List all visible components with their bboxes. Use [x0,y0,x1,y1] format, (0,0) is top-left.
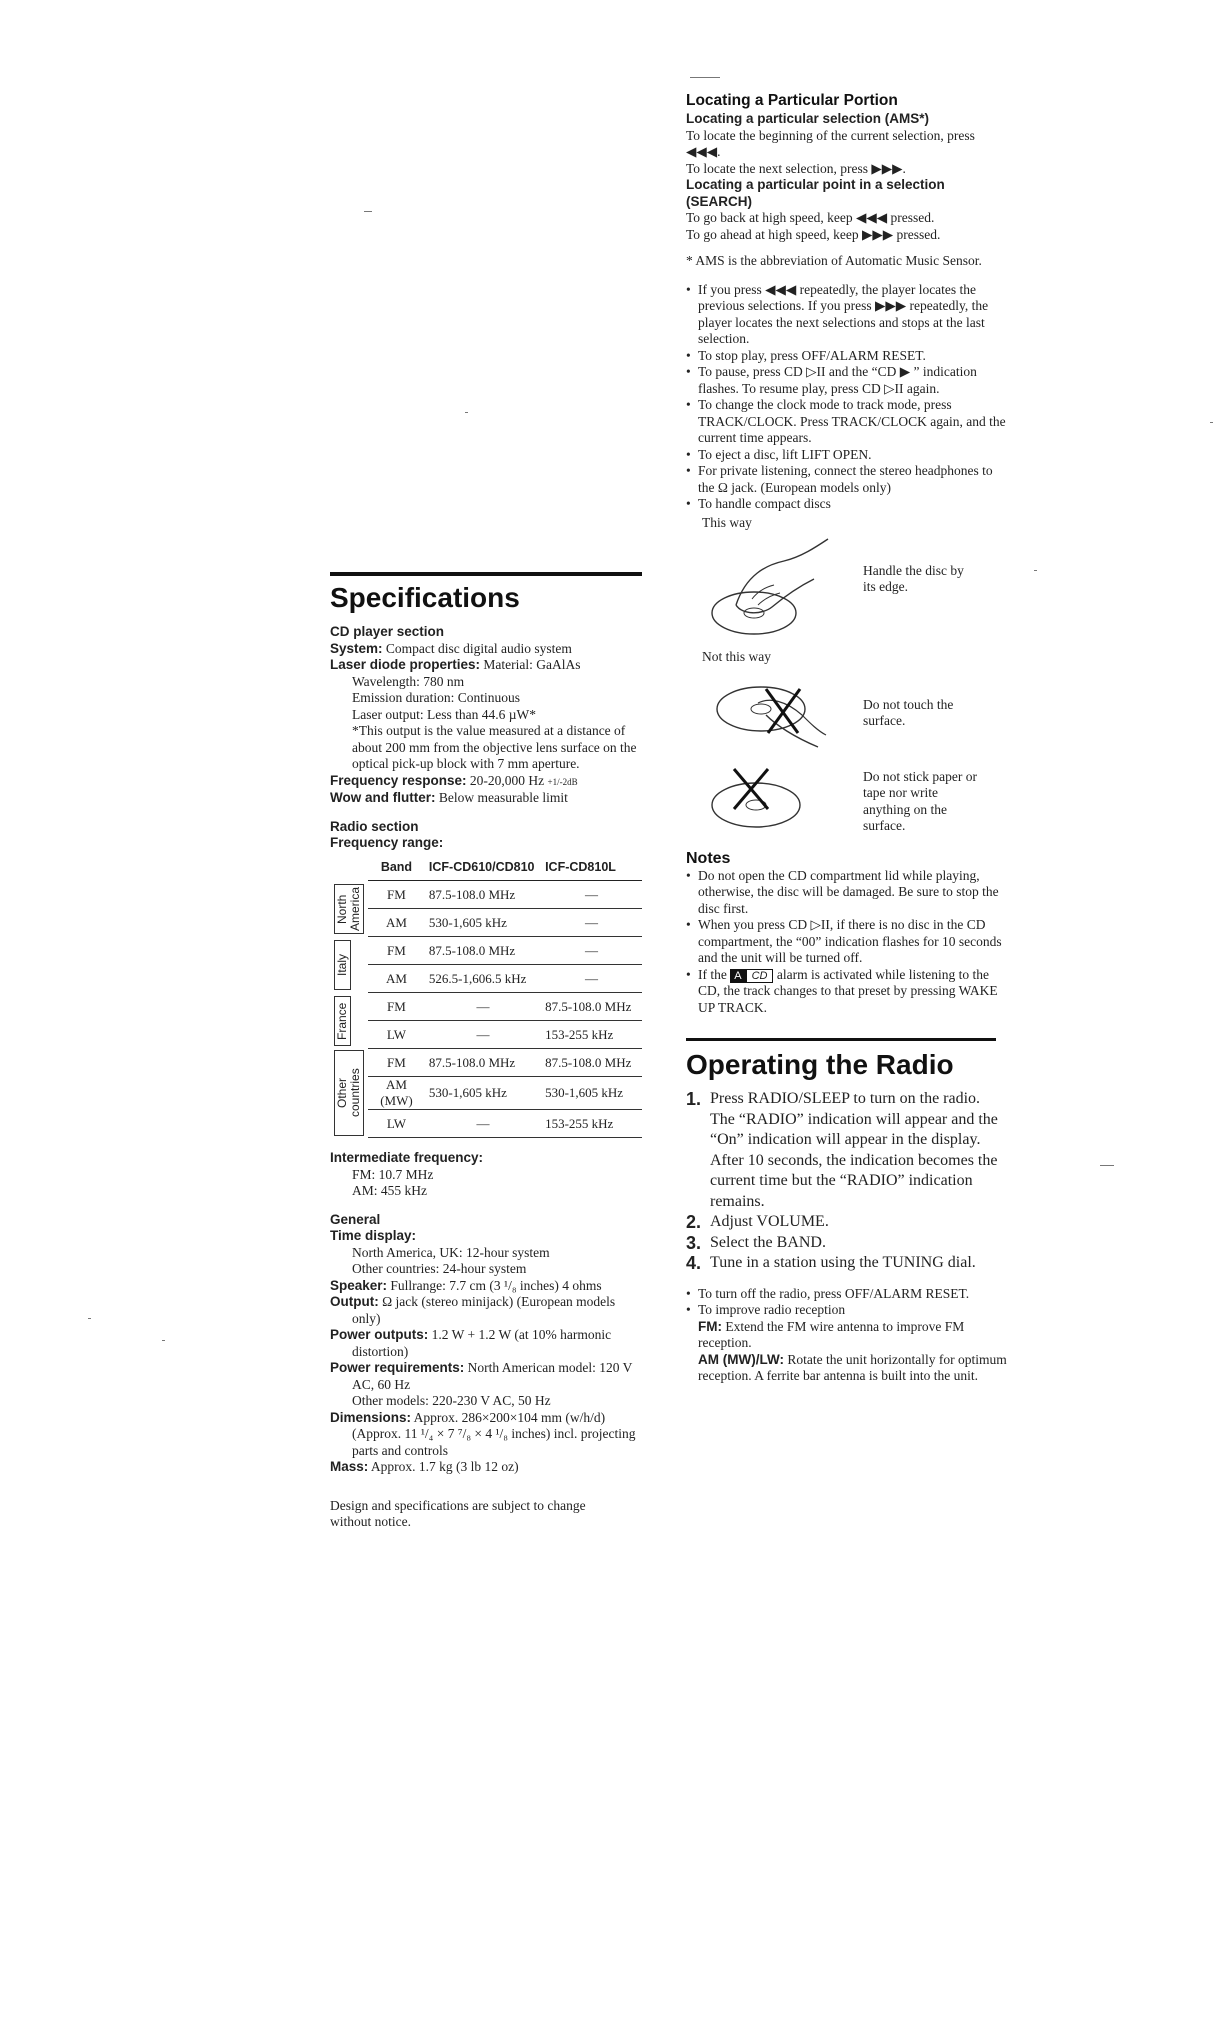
laser-label: Laser diode properties: [330,657,481,672]
power-outputs-value: 1.2 W + 1.2 W (at 10% harmonic distortion) [352,1327,612,1359]
dimensions-label: Dimensions: [330,1409,412,1425]
frequency-range-table [330,854,642,1139]
value-cell: — [541,909,642,937]
value-cell: 87.5-108.0 MHz [425,1049,541,1077]
general-heading: General [330,1211,381,1227]
dimensions-value: Approx. 286×200×104 mm (w/h/d) (Approx. 11 ¹/₄ × 7 ⁷/₈ × 4 ¹/₈ inches) incl. projecting parts and controls [352,1409,636,1458]
fm-text: Extend the FM wire antenna to improve FM reception. [698,1318,965,1350]
laser-output: Laser output: Less than 44.6 µW* [352,706,536,722]
ams-line-1: To locate the beginning of the current selection, press ◀◀◀. [686,127,975,159]
fm-label: FM: [698,1318,722,1334]
handle-edge-label: Handle the disc by its edge. [863,562,964,594]
value-cell: — [425,1021,541,1049]
wow-flutter-value: Below measurable limit [438,790,568,805]
hand-holding-disc-icon [706,535,836,640]
if-am: AM: 455 kHz [352,1183,427,1198]
locating-title: Locating a Particular Portion [686,92,898,109]
marked-disc-icon [706,765,816,835]
mass-label: Mass: [330,1459,369,1474]
search-line-2: To go ahead at high speed, keep ▶▶▶ pressed. [686,226,941,242]
power-requirements-other: Other models: 220-230 V AC, 50 Hz [352,1393,551,1408]
no-stick-label: Do not stick paper or tape nor write anything on the surface. [863,768,977,833]
list-item: • If you press ◀◀◀ repeatedly, the player locates the previous selections. If you press ▶▶▶ repeatedly, the player locates the next selections and stops at the last selection. [686,282,1008,348]
scan-speck [1034,570,1037,571]
band-cell: LW [368,1021,425,1049]
list-item [686,1089,1008,1212]
step-number: 1. [686,1089,702,1109]
list-item: • To handle compact discs [686,496,1008,513]
touching-disc-surface-icon [706,675,836,755]
radio-title: Operating the Radio [686,1049,954,1080]
list-item [686,1233,1008,1254]
output-label: Output: [330,1294,379,1309]
band-cell: AM (MW) [368,1077,425,1110]
specifications-section [330,572,642,1531]
list-item [686,967,1008,1017]
list-item: • To improve radio reception [686,1302,1008,1319]
this-way-label: This way [702,514,752,530]
radio-steps [686,1089,1008,1274]
value-cell: 87.5-108.0 MHz [425,937,541,965]
emission-duration: Emission duration: Continuous [352,690,521,705]
value-cell: — [425,993,541,1021]
laser-footnote: *This output is the value measured at a distance of about 200 mm from the objective lens surface on the optical pick-up block with 7 mm aperture. [352,723,637,771]
table-header: ICF-CD610/CD810 [425,854,541,881]
band-cell: LW [368,1110,425,1138]
list-item: • Do not open the CD compartment lid while playing, otherwise, the disc will be damaged. Be sure to stop the disc first. [686,868,1008,918]
speaker-label: Speaker: [330,1277,388,1293]
radio-section-rule [686,1038,996,1041]
value-cell: — [541,881,642,909]
list-item: • To change the clock mode to track mode, press TRACK/CLOCK. Press TRACK/CLOCK again, and the current time appears. [686,397,1008,447]
list-item: • For private listening, connect the stereo headphones to the Ω jack. (European models only) [686,463,1008,496]
specifications-title: Specifications [330,582,520,613]
alarm-note-pre: If the [698,966,731,982]
table-row [330,909,642,937]
value-cell: 153-255 kHz [541,1021,642,1049]
step-text: Select the BAND. [710,1233,826,1251]
scan-speck [1100,1165,1114,1166]
ams-heading: Locating a particular selection (AMS*) [686,111,930,126]
region-label: Other countries [334,1050,364,1136]
scan-speck [364,211,372,212]
table-header: ICF-CD810L [541,854,642,881]
mass-value: Approx. 1.7 kg (3 lb 12 oz) [370,1459,519,1474]
power-requirements-value: North American model: 120 V AC, 60 Hz [352,1360,633,1392]
system-value: Compact disc digital audio system [385,640,572,656]
ams-line-2: To locate the next selection, press ▶▶▶. [686,160,906,176]
system-label: System: [330,640,383,656]
table-header: Band [368,854,425,881]
step-number: 3. [686,1232,702,1253]
speaker-value: Fullrange: 7.7 cm (3 ¹/₈ inches) 4 ohms [390,1277,602,1293]
value-cell: 87.5-108.0 MHz [425,881,541,909]
value-cell: 87.5-108.0 MHz [541,993,642,1021]
am-label: AM (MW)/LW: [698,1351,784,1367]
disc-handling-figure [686,513,1008,858]
frequency-response-label: Frequency response: [330,772,467,788]
frequency-range-label: Frequency range: [330,835,444,850]
region-label: Italy [334,940,351,990]
table-header-row [330,854,642,881]
band-cell: AM [368,909,425,937]
scan-speck [1210,422,1213,423]
design-note: Design and specifications are subject to change without notice. [330,1497,586,1529]
notes-title: Notes [686,849,731,867]
alarm-cd-badge: CD [746,969,774,983]
value-cell: 87.5-108.0 MHz [541,1049,642,1077]
table-row [330,881,642,909]
list-item [686,1212,1008,1233]
value-cell: 526.5-1,606.5 kHz [425,965,541,993]
value-cell: 530-1,605 kHz [425,1077,541,1110]
scan-speck [690,77,720,78]
band-cell: FM [368,881,425,909]
step-number: 4. [686,1253,702,1273]
step-text: Tune in a station using the TUNING dial. [710,1254,976,1271]
scan-speck [465,412,468,413]
value-cell: — [541,937,642,965]
search-heading: Locating a particular point in a selection (SEARCH) [686,177,945,209]
table-row [330,1110,642,1138]
search-line-1: To go back at high speed, keep ◀◀◀ pressed. [686,210,935,225]
frequency-response-value: 20-20,000 Hz [469,772,548,788]
if-fm: FM: 10.7 MHz [352,1166,434,1182]
value-cell: — [541,965,642,993]
time-display-label: Time display: [330,1228,417,1243]
locating-bullets [686,282,1008,513]
not-this-way-label: Not this way [702,648,771,664]
power-outputs-label: Power outputs: [330,1327,429,1342]
time-display-na: North America, UK: 12-hour system [352,1244,550,1260]
step-text: Adjust VOLUME. [710,1213,829,1230]
radio-tips [686,1286,1008,1319]
band-cell: FM [368,1049,425,1077]
power-requirements-label: Power requirements: [330,1360,465,1375]
band-cell: AM [368,965,425,993]
no-touch-label: Do not touch the surface. [863,696,954,728]
table-row [330,965,642,993]
table-row [330,1077,642,1110]
scan-speck [162,1340,165,1341]
time-display-other: Other countries: 24-hour system [352,1261,527,1276]
list-item: • To stop play, press OFF/ALARM RESET. [686,348,1008,365]
value-cell: 153-255 kHz [541,1110,642,1138]
wow-flutter-label: Wow and flutter: [330,790,436,805]
table-row [330,937,642,965]
value-cell: 530-1,605 kHz [541,1077,642,1110]
right-column [686,92,1008,1385]
table-row [330,1049,642,1077]
am-text: Rotate the unit horizontally for optimum reception. A ferrite bar antenna is built into the unit. [698,1351,1007,1383]
scan-speck [88,1318,91,1319]
step-text: Press RADIO/SLEEP to turn on the radio. The “RADIO” indication will appear and the “On” indication will appear in the display. After 10 seconds, the indication becomes the current time but the “RADIO” indication remains. [710,1090,998,1210]
band-cell: FM [368,937,425,965]
output-value: Ω jack (stereo minijack) (European models only) [352,1294,616,1326]
list-item: • When you press CD ▷II, if there is no disc in the CD compartment, the “00” indication flashes for 10 seconds and the unit will be turned off. [686,917,1008,967]
laser-value: Material: GaAlAs [483,657,581,672]
list-item: • To turn off the radio, press OFF/ALARM RESET. [686,1286,1008,1303]
alarm-note-post: alarm is activated while listening to the CD, the track changes to that preset by pressing WAKE UP TRACK. [698,966,998,1015]
region-label: North America [334,884,364,934]
cd-section-heading: CD player section [330,624,445,639]
list-item [686,1253,1008,1274]
region-label: France [334,996,351,1046]
intermediate-frequency-label: Intermediate frequency: [330,1150,484,1165]
wavelength: Wavelength: 780 nm [352,673,465,689]
ams-footnote: * AMS is the abbreviation of Automatic Music Sensor. [686,253,982,268]
list-item: • To pause, press CD ▷II and the “CD ▶ ” indication flashes. To resume play, press CD ▷II again. [686,364,1008,397]
value-cell: 530-1,605 kHz [425,909,541,937]
step-number: 2. [686,1212,702,1232]
radio-section-heading: Radio section [330,818,419,834]
notes-list [686,868,1008,1017]
value-cell: — [425,1110,541,1138]
alarm-a-badge: A [730,969,745,983]
section-rule [330,572,642,576]
list-item: • To eject a disc, lift LIFT OPEN. [686,447,1008,464]
table-row [330,993,642,1021]
frequency-response-tolerance: +1/-2dB [547,776,578,787]
band-cell: FM [368,993,425,1021]
table-row [330,1021,642,1049]
